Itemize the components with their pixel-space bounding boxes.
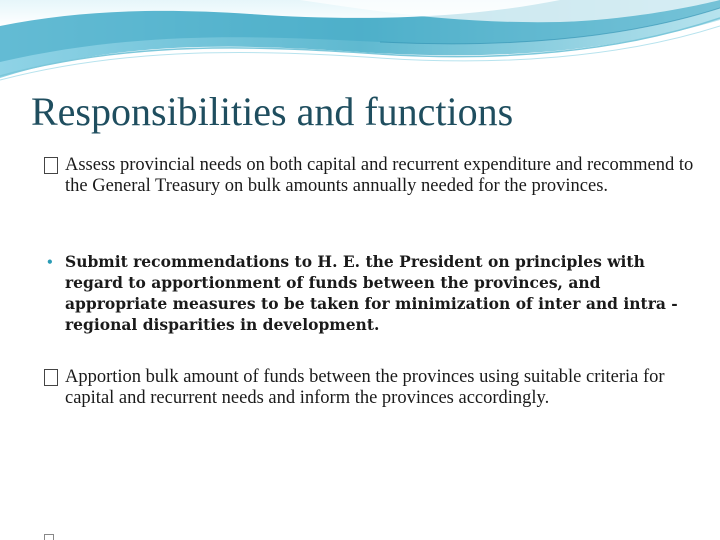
bullet-item-assess [44,155,694,197]
dot-bullet-icon: • [46,255,54,269]
empty-bullet-icon [44,534,54,540]
slide-title: Responsibilities and functions [31,89,514,134]
decorative-wave-banner [0,0,720,90]
bullet-text: Submit recommendations to H. E. the President on principles with regard to apportionment of funds between the provinces, and appropriate measures to be taken for minimization of inter and intra - regional disparities in development. [65,252,678,334]
bullet-item-submit [44,251,694,335]
bullet-text: Apportion bulk amount of funds between the provinces using suitable criteria for capital and recurrent needs and inform the provinces accordingly. [65,367,665,408]
checkbox-bullet-icon [44,369,58,386]
bullet-item-apportion [44,367,694,409]
bullet-text: Assess provincial needs on both capital and recurrent expenditure and recommend to the General Treasury on bulk amounts annually needed for the provinces. [65,155,694,196]
checkbox-bullet-icon [44,157,58,174]
